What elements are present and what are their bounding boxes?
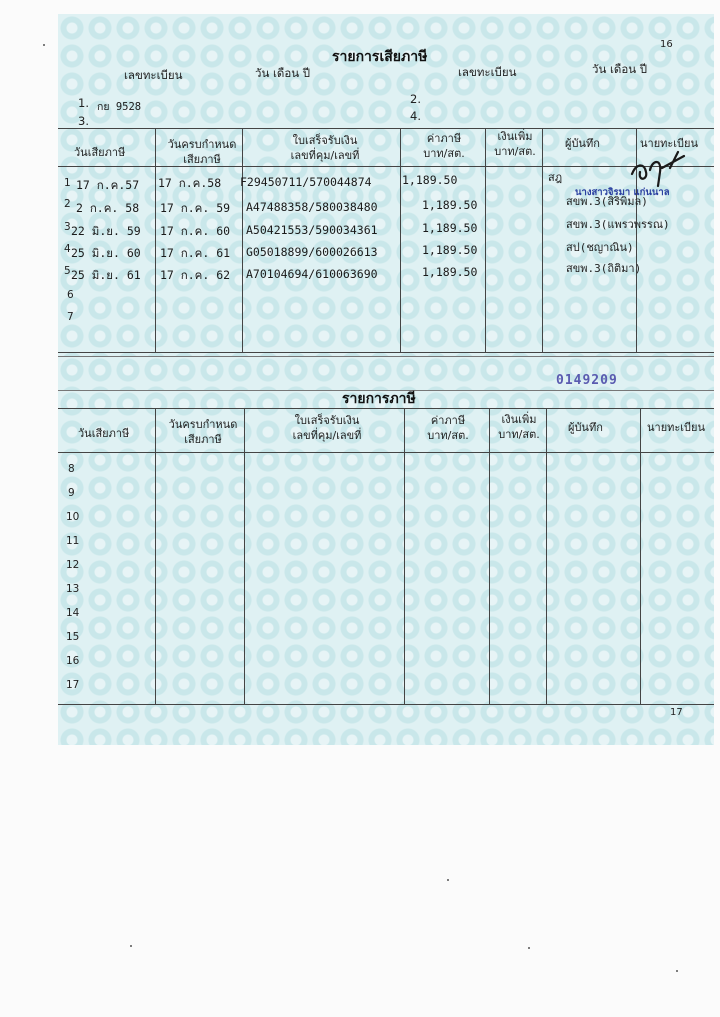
bottom-section-title: รายการภาษี: [342, 391, 416, 407]
due-date-cell: 17 ก.ค.58: [158, 176, 222, 190]
row-number: 15: [66, 631, 80, 643]
receipt-cell: G05018899/600026613: [246, 245, 378, 259]
table-col-divider: [242, 128, 243, 352]
reg-header-left: เลขทะเบียน: [124, 68, 183, 82]
scan-speck: [43, 44, 45, 46]
row-number: 13: [66, 583, 80, 595]
scan-speck: [130, 945, 132, 947]
col-header-paid-date: วันเสียภาษี: [74, 146, 126, 159]
table-col-divider: [489, 408, 490, 704]
recorder-cell: สขพ.3(สิริพิมล): [566, 195, 648, 208]
recorder-cell: สฎ: [548, 171, 563, 184]
table-rule: [58, 704, 714, 705]
registrar-signature-icon: [628, 150, 688, 190]
row-number: 14: [66, 607, 80, 619]
table-rule: [58, 352, 714, 353]
row-number: 16: [66, 655, 80, 667]
table-col-divider: [400, 128, 401, 352]
table-rule: [58, 166, 714, 167]
table-col-divider: [640, 408, 641, 704]
col-header-registrar: นายทะเบียน: [640, 137, 699, 150]
table-rule: [58, 128, 714, 129]
due-date-cell: 17 ก.ค. 62: [160, 268, 231, 282]
row-number: 4: [64, 243, 71, 255]
paid-date-cell: 2 ก.ค. 58: [76, 201, 140, 215]
top-section-title: รายการเสียภาษี: [332, 49, 428, 65]
tax-cell: 1,189.50: [402, 173, 458, 187]
row-number: 2: [64, 198, 71, 210]
col-header-due-date: วันครบกำหนด เสียภาษี: [167, 138, 237, 166]
row-number: 7: [67, 311, 74, 323]
col-header-tax: ค่าภาษี บาท/สต.: [423, 132, 465, 160]
table-col-divider: [244, 408, 245, 704]
col-header-receipt: ใบเสร็จรับเงิน เลขที่คุม/เลขที่: [292, 414, 362, 442]
page-edge: [58, 356, 714, 357]
col-header-surcharge: เงินเพิ่ม บาท/สต.: [498, 413, 540, 441]
scan-speck: [447, 879, 449, 881]
reg-header-right: เลขทะเบียน: [458, 65, 517, 79]
page-number-bottom: 17: [670, 707, 683, 718]
row-number: 17: [66, 679, 80, 691]
row-number: 5: [64, 265, 71, 277]
scan-speck: [528, 947, 530, 949]
tax-cell: 1,189.50: [422, 221, 478, 235]
table-rule: [58, 452, 714, 453]
row-number: 12: [66, 559, 80, 571]
table-col-divider: [485, 128, 486, 352]
row-number: 9: [68, 487, 75, 499]
receipt-cell: F29450711/570044874: [240, 175, 372, 189]
col-header-receipt: ใบเสร็จรับเงิน เลขที่คุม/เลขที่: [290, 134, 360, 162]
paid-date-cell: 25 มิ.ย. 60: [71, 246, 141, 260]
tax-cell: 1,189.50: [422, 198, 478, 212]
reg-entry-no: 4.: [410, 109, 421, 123]
table-col-divider: [542, 128, 543, 352]
recorder-cell: สขพ.3(ถิติมา): [566, 262, 642, 275]
row-number: 6: [67, 289, 74, 301]
col-header-surcharge: เงินเพิ่ม บาท/สต.: [494, 130, 536, 158]
date-header-right: วัน เดือน ปี: [592, 62, 648, 76]
col-header-recorder: ผู้บันทึก: [568, 421, 603, 434]
col-header-paid-date: วันเสียภาษี: [78, 427, 130, 440]
table-col-divider: [155, 128, 156, 352]
table-col-divider: [404, 408, 405, 704]
table-col-divider: [155, 408, 156, 704]
recorder-cell: สป(ชญาณิน): [566, 241, 634, 254]
receipt-cell: A70104694/610063690: [246, 267, 378, 281]
row-number: 10: [66, 511, 80, 523]
paid-date-cell: 25 มิ.ย. 61: [71, 268, 141, 282]
row-number: 8: [68, 463, 75, 475]
table-rule: [58, 408, 714, 409]
page-number-top: 16: [660, 39, 673, 50]
date-header-left: วัน เดือน ปี: [255, 66, 311, 80]
tax-cell: 1,189.50: [422, 243, 478, 257]
col-header-tax: ค่าภาษี บาท/สต.: [427, 414, 469, 442]
scan-speck: [676, 970, 678, 972]
col-header-due-date: วันครบกำหนด เสียภาษี: [168, 418, 238, 446]
recorder-cell: สขพ.3(แพรวพรรณ): [566, 218, 670, 231]
reg-entry-no: 2.: [410, 92, 421, 106]
due-date-cell: 17 ก.ค. 60: [160, 224, 231, 238]
receipt-cell: A50421553/590034361: [246, 223, 378, 237]
reg-entry-no: 1.: [78, 96, 89, 110]
row-number: 3: [64, 221, 71, 233]
due-date-cell: 17 ก.ค. 61: [160, 246, 231, 260]
reg-entry-no: 3.: [78, 114, 89, 128]
paid-date-cell: 17 ก.ค.57: [76, 178, 140, 192]
tax-cell: 1,189.50: [422, 265, 478, 279]
table-col-divider: [546, 408, 547, 704]
reg-entry-value: กย 9528: [97, 101, 142, 113]
col-header-registrar: นายทะเบียน: [647, 421, 706, 434]
receipt-cell: A47488358/580038480: [246, 200, 378, 214]
row-number: 11: [66, 535, 80, 547]
due-date-cell: 17 ก.ค. 59: [160, 201, 231, 215]
col-header-recorder: ผู้บันทึก: [565, 137, 600, 150]
row-number: 1: [64, 177, 71, 189]
registrar-stamp: นางสาวจิรมา แก่นนาล: [575, 187, 670, 198]
serial-number: 0149209: [556, 373, 618, 388]
paid-date-cell: 22 มิ.ย. 59: [71, 224, 141, 238]
